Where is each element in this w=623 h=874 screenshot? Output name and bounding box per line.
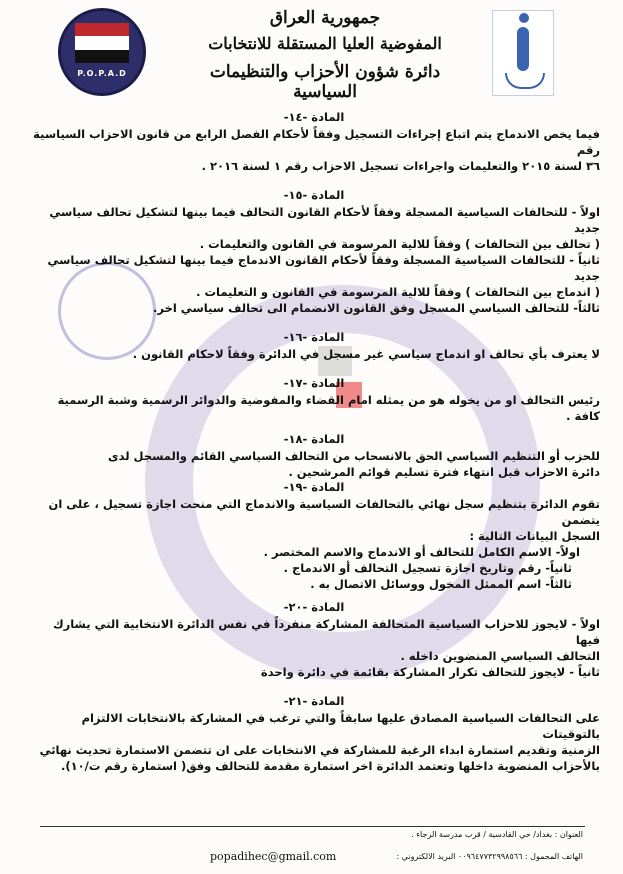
article-20-line: اولاً - لايجوز للاحزاب السياسية المتحالفة المشاركة منفرداً في نفس الدائرة الانتخابية التي يشارك فيها — [53, 617, 600, 647]
article-14-line: فيما يخص الاندماج يتم اتباع إجراءات التسجيل وفقاً لأحكام الفصل الرابع من قانون الاحزاب السياسية رقم — [33, 127, 600, 157]
article-21-line: على التحالفات السياسية المصادق عليها سابقاً والتي ترغب في المشاركة بالانتخابات الالتزام بالتوقيتات — [81, 711, 600, 741]
footer-divider — [40, 826, 585, 827]
article-15-title: المادة -١٥- — [283, 188, 345, 202]
footer-email: popadihec@gmail.com — [210, 850, 337, 863]
header-department: دائرة شؤون الأحزاب والتنظيمات السياسية — [209, 62, 441, 102]
article-20-line: التحالف السياسي المنضوين داخله . — [400, 649, 600, 663]
article-21-line: الزمنية وتقديم استمارة ابداء الرغبة للمشاركة في الانتخابات على ان تتضمن الاستمارة تحديث نهائي — [39, 743, 600, 757]
article-21-title: المادة -٢١- — [283, 694, 345, 708]
footer-address: العنوان : بغداد/ حي القادسية / قرب مدرسة الرجاء . — [411, 830, 583, 839]
article-15-line: ثالثاً- للتحالف السياسي المسجل وفق القانون الانضمام الى تحالف سياسي اخر. — [153, 301, 600, 315]
article-19-line: السجل البيانات التالية : — [469, 529, 600, 543]
footer-phone: الهاتف المحمول : ٠٠٩٦٤٧٧٣٢٩٩٨٥٦٦ البريد الالكتروني : — [396, 852, 583, 861]
article-18-title: المادة -١٨- — [283, 432, 345, 446]
iraq-flag-icon — [75, 23, 129, 63]
article-17-line: كافة . — [566, 409, 600, 423]
article-16-title: المادة -١٦- — [283, 330, 345, 344]
popad-seal-logo — [58, 8, 146, 96]
article-20-line: ثانياً - لايجوز للتحالف تكرار المشاركة بقائمة في دائرة واحدة — [260, 665, 600, 679]
ihec-logo — [492, 10, 554, 96]
seal-label: P.O.P.A.D — [77, 69, 127, 78]
header-country: جمهورية العراق — [269, 8, 381, 28]
article-20-title: المادة -٢٠- — [283, 600, 345, 614]
article-18-line: دائرة الاحزاب قبل انتهاء فترة تسليم قوائم المرشحين . — [288, 465, 600, 479]
article-21-line: بالأحزاب المنضوية داخلها وتعتمد الدائرة اخر استمارة مقدمة للتحالف وفق( استمارة رقم ت/١٠). — [60, 759, 600, 773]
article-17-title: المادة -١٧- — [283, 376, 345, 390]
article-19-item: ثالثاً- اسم الممثل المخول ووسائل الاتصال به . — [310, 577, 572, 591]
article-15-line: اولاً - للتحالفات السياسية المسجلة وفقاً لأحكام القانون التحالف فيما بينها لتشكيل تحالف سياسي جديد — [49, 205, 600, 235]
letterhead — [0, 0, 623, 108]
article-15-line: ثانياً - للتحالفات السياسية المسجلة وفقاً لأحكام القانون الاندماج فيما بينها لتشكيل تحالف سياسي جديد — [47, 253, 600, 283]
header-commission: المفوضية العليا المستقلة للانتخابات — [208, 34, 442, 53]
document-body — [28, 110, 600, 774]
article-18-line: للحزب أو التنظيم السياسي الحق بالانسحاب من التحالف السياسي القائم والمسجل لدى — [108, 449, 600, 463]
article-19-line: تقوم الدائرة بتنظيم سجل نهائي بالتحالفات السياسية والاندماج التي منحت اجازة تسجيل ، على ان يتضمن — [48, 497, 600, 527]
article-19-title: المادة -١٩- — [283, 480, 345, 494]
article-17-line: رئيس التحالف او من يخوله هو من يمثله امام القضاء والمفوضية والدوائر الرسمية وشبة الرسمية — [57, 393, 600, 407]
article-16-line: لا يعترف بأي تحالف او اندماج سياسي غير مسجل في الدائرة وفقاً لاحكام القانون . — [132, 347, 600, 361]
article-14-line: ٣٦ لسنة ٢٠١٥ والتعليمات واجراءات تسجيل الاحزاب رقم ١ لسنة ٢٠١٦ . — [201, 159, 600, 173]
article-19-item: ثانياً- رقم وتاريخ اجازة تسجيل التحالف أو الاندماج . — [283, 561, 572, 575]
article-15-line: ( اندماج بين التحالفات ) وفقاً للالية المرسومة في القانون و التعليمات . — [196, 285, 600, 299]
article-15-line: ( تحالف بين التحالفات ) وفقاً للالية المرسومة في القانون والتعليمات . — [199, 237, 600, 251]
article-14-title: المادة -١٤- — [283, 110, 345, 124]
article-19-item: اولاً- الاسم الكامل للتحالف أو الاندماج والاسم المختصر . — [263, 545, 580, 559]
